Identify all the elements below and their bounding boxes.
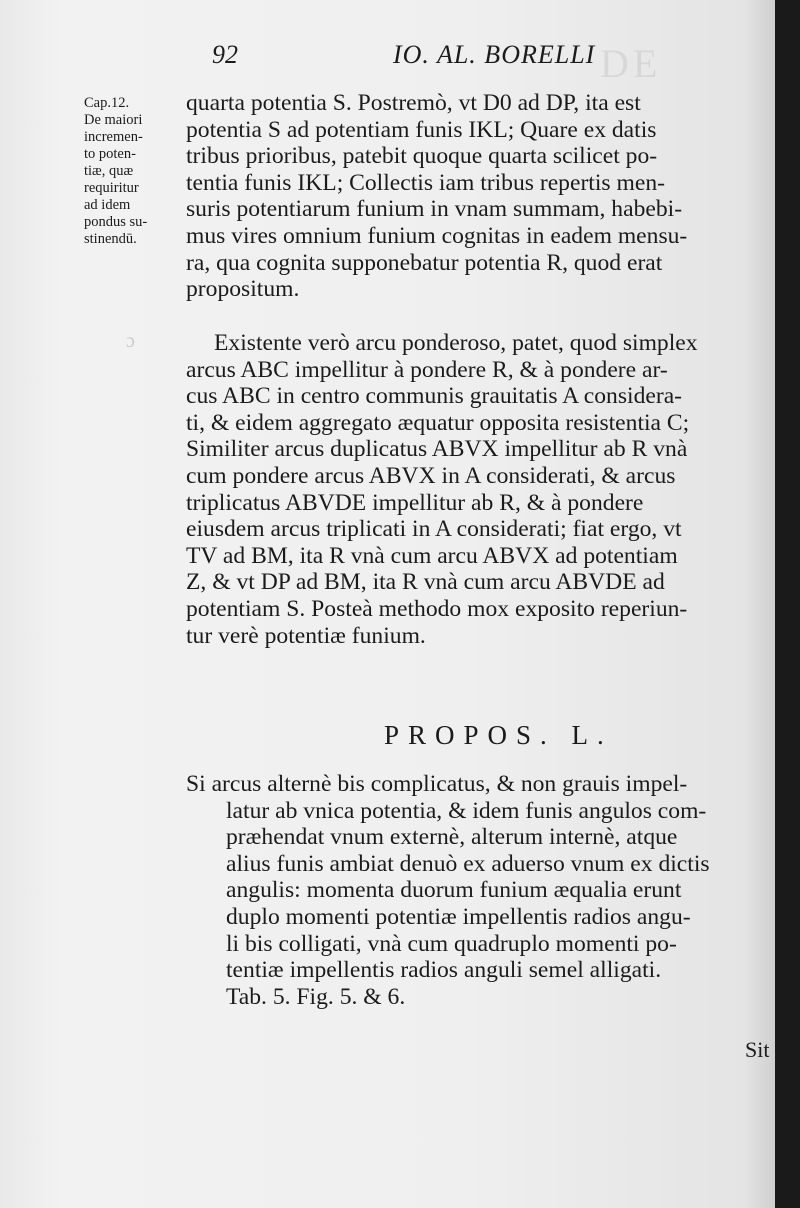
text-line: tentiæ impellentis radios anguli semel alligati. bbox=[226, 957, 662, 984]
paragraph-2 bbox=[186, 330, 776, 649]
margin-note-line: stinendū. bbox=[84, 231, 137, 247]
text-line: alius funis ambiat denuò ex aduerso vnum ex dictis bbox=[226, 850, 710, 877]
text-line: suris potentiarum funium in vnam summam, habebi- bbox=[186, 196, 683, 223]
margin-note-line: De maiori bbox=[84, 112, 143, 128]
text-line: Similiter arcus duplicatus ABVX impellitur ab R vnà bbox=[186, 436, 688, 463]
text-line: quarta potentia S. Postremò, vt D0 ad DP, ita est bbox=[186, 90, 641, 116]
margin-note bbox=[84, 95, 184, 248]
running-head: IO. AL. BORELLI bbox=[393, 40, 596, 69]
text-line: tur verè potentiæ funium. bbox=[186, 622, 426, 649]
text-line: li bis colligati, vnà cum quadruplo momenti po- bbox=[226, 930, 677, 957]
page-number: 92 bbox=[212, 40, 238, 69]
text-line: Si arcus alternè bis complicatus, & non grauis impel- bbox=[186, 771, 688, 797]
text-line: præhendat vnum externè, alterum internè, atque bbox=[226, 824, 678, 851]
margin-note-line: requiritur bbox=[84, 180, 139, 196]
margin-note-line: to poten- bbox=[84, 146, 136, 162]
page-header bbox=[0, 38, 775, 74]
text-line: ti, & eidem aggregato æquatur opposita resistentia C; bbox=[186, 409, 690, 436]
text-line: eiusdem arcus triplicati in A considerati; fiat ergo, vt bbox=[186, 516, 682, 543]
margin-note-line: ad idem bbox=[84, 197, 131, 213]
text-line: triplicatus ABVDE impellitur ab R, & à pondere bbox=[186, 489, 644, 516]
margin-note-line: tiæ, quæ bbox=[84, 163, 134, 179]
text-line: tribus prioribus, patebit quoque quarta scilicet po- bbox=[186, 143, 658, 170]
text-line: arcus ABC impellitur à pondere R, & à pondere ar- bbox=[186, 356, 668, 383]
margin-note-line: Cap.12. bbox=[84, 95, 130, 111]
text-line: propositum. bbox=[186, 276, 300, 303]
paragraph-3 bbox=[186, 771, 776, 1010]
text-line: potentia S ad potentiam funis IKL; Quare ex datis bbox=[186, 116, 657, 143]
margin-note-line: incremen- bbox=[84, 129, 143, 145]
catchword: Sit bbox=[745, 1037, 770, 1062]
text-line: Tab. 5. Fig. 5. & 6. bbox=[226, 983, 406, 1010]
text-line: tentia funis IKL; Collectis iam tribus repertis men- bbox=[186, 169, 665, 196]
text-line: potentiam S. Posteà methodo mox exposito reperiun- bbox=[186, 595, 688, 622]
text-line: duplo momenti potentiæ impellentis radios angu- bbox=[226, 903, 691, 930]
text-line: cum pondere arcus ABVX in A considerati, & arcus bbox=[186, 462, 676, 489]
text-line: angulis: momenta duorum funium æqualia erunt bbox=[226, 877, 682, 904]
text-line: cus ABC in centro communis grauitatis A considera- bbox=[186, 383, 683, 410]
text-line: mus vires omnium funium cognitas in eadem mensu- bbox=[186, 222, 688, 249]
proposition-heading: PROPOS. L. bbox=[384, 720, 613, 750]
paragraph-1 bbox=[186, 90, 776, 303]
text-line: TV ad BM, ita R vnà cum arcu ABVX ad potentiam bbox=[186, 542, 678, 569]
book-page: DE ɔ 92 IO. AL. BORELLI Cap.12. De maiori incremen- to poten- tiæ, quæ requiritur ad idem pondus su- stinendū. quarta potentia S. Postremò, vt D0 ad DP, ita est potentia S ad potentiam funis IKL; Quare ex datis tribus prioribus, patebit quoque quarta scilicet po- tentia funis IKL; Collectis iam tribus repertis men- suris potentiarum funium in vnam summam, habebi- mus vires omnium funium cognitas in eadem mensu- ra, qua cognita supponebatur potentia R, quod erat propositum. Existente verò arcu ponderoso, patet, quod simplex arcus ABC impellitur à pondere R, & à pondere ar- cus ABC in centro communis grauitatis A considera- ti, & eidem aggregato æquatur opposita resistentia C; Similiter arcus duplicatus ABVX impellitur ab R vnà cum pondere arcus ABVX in A considerati, & arcus triplicatus ABVDE impellitur ab R, & à pondere eiusdem arcus triplicati in A considerati; fiat ergo, vt TV ad BM, ita R vnà cum arcu ABVX ad potentiam Z, & vt DP ad BM, ita R vnà cum arcu ABVDE ad potentiam S. Posteà methodo mox exposito reperiun- tur verè potentiæ funium. PROPOS. L. Si arcus alternè bis complicatus, & non grauis impel- latur ab vnica potentia, & idem funis angulos com- præhendat vnum externè, alterum internè, atque alius funis ambiat denuò ex aduerso vnum ex dictis angulis: momenta duorum funium æqualia erunt duplo momenti potentiæ impellentis radios angu- li bis colligati, vnà cum quadruplo momenti po- tentiæ impellentis radios anguli semel alligati. Tab. 5. Fig. 5. & 6. Sit bbox=[0, 0, 775, 1208]
text-line: Z, & vt DP ad BM, ita R vnà cum arcu ABVDE ad bbox=[186, 569, 665, 596]
text-line: latur ab vnica potentia, & idem funis angulos com- bbox=[226, 797, 707, 824]
text-line: Existente verò arcu ponderoso, patet, quod simplex bbox=[214, 330, 698, 356]
margin-note-line: pondus su- bbox=[84, 214, 148, 230]
text-line: ra, qua cognita supponebatur potentia R, quod erat bbox=[186, 249, 663, 276]
